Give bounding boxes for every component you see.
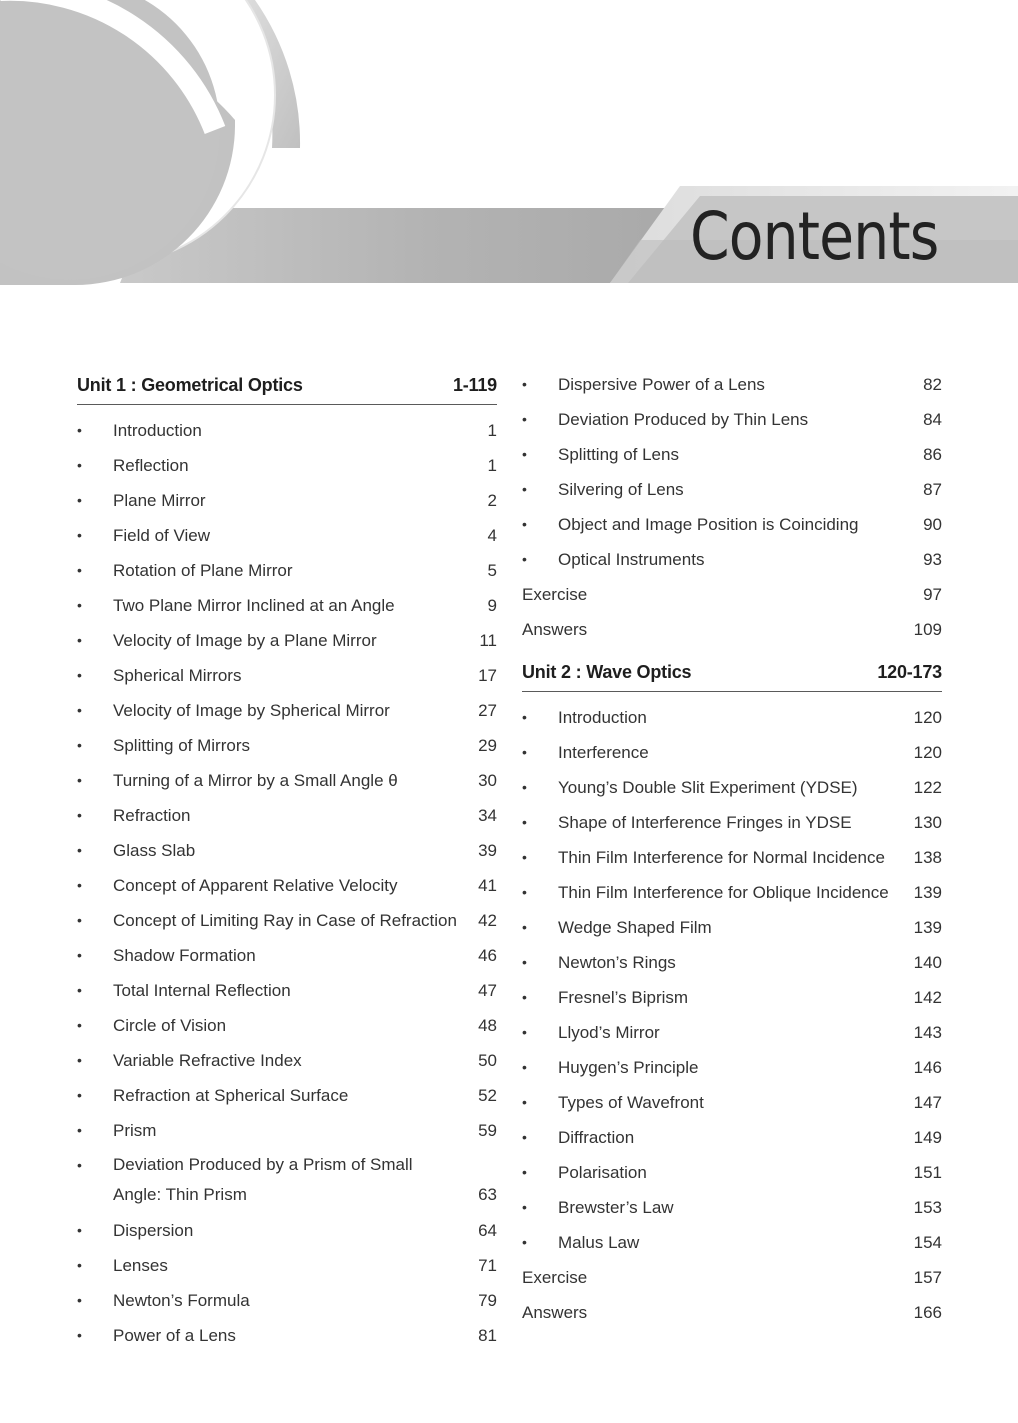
toc-entry: [522, 735, 942, 770]
toc-entry: [522, 1225, 942, 1260]
toc-entry-label: Splitting of Lens: [558, 445, 679, 464]
toc-entry: [77, 658, 497, 693]
toc-entry-label: Brewster’s Law: [558, 1198, 674, 1217]
bullet-icon: •: [522, 744, 527, 760]
toc-entry-label: Deviation Produced by Thin Lens: [558, 410, 809, 429]
toc-entry-page: 2: [487, 491, 497, 510]
toc-entry: [77, 868, 497, 903]
bullet-icon: •: [522, 481, 527, 497]
toc-entry: [77, 728, 497, 763]
toc-entry-label: Variable Refractive Index: [113, 1051, 302, 1070]
toc-entry-page: 5: [487, 561, 497, 580]
toc-entry: [77, 903, 497, 938]
toc-entry-page: 63: [478, 1185, 497, 1204]
toc-entry-label: Huygen’s Principle: [558, 1058, 699, 1077]
toc-entry-page: 30: [478, 771, 497, 790]
toc-entry-page: 140: [913, 953, 942, 972]
toc-entry-label: Types of Wavefront: [558, 1093, 704, 1112]
toc-entry-page: 46: [478, 946, 497, 965]
toc-entry-label: Concept of Apparent Relative Velocity: [113, 876, 398, 895]
toc-entry-page: 147: [913, 1093, 942, 1112]
toc-entry: [522, 1085, 942, 1120]
toc-entry: [77, 483, 497, 518]
toc-entry: [77, 938, 497, 973]
bullet-icon: •: [522, 884, 527, 900]
toc-entry-page: 59: [478, 1121, 497, 1140]
toc-entry-page: 52: [478, 1086, 497, 1105]
bullet-icon: •: [77, 492, 82, 508]
toc-entry: [522, 1190, 942, 1225]
bullet-icon: •: [77, 1327, 82, 1343]
toc-entry: [522, 612, 942, 647]
toc-entry-page: 93: [923, 550, 942, 569]
bullet-icon: •: [522, 1234, 527, 1250]
toc-entry-label: Refraction: [113, 806, 191, 825]
bullet-icon: •: [522, 954, 527, 970]
toc-entry-label: Prism: [113, 1121, 157, 1140]
toc-entry-page: 27: [478, 701, 497, 720]
bullet-icon: •: [522, 1199, 527, 1215]
toc-entry-page: 87: [923, 480, 942, 499]
bullet-icon: •: [77, 1087, 82, 1103]
toc-entry-label: Velocity of Image by Spherical Mirror: [113, 701, 390, 720]
toc-entry: [522, 577, 942, 612]
toc-entry-label: Circle of Vision: [113, 1016, 227, 1035]
toc-entry: [77, 518, 497, 553]
bullet-icon: •: [77, 807, 82, 823]
bullet-icon: •: [77, 667, 82, 683]
bullet-icon: •: [77, 422, 82, 438]
toc-entry-label: Optical Instruments: [558, 550, 705, 569]
toc-entry: [522, 910, 942, 945]
toc-entry-label: Malus Law: [558, 1233, 640, 1252]
bullet-icon: •: [77, 737, 82, 753]
toc-entry-page: 1: [487, 456, 497, 475]
bullet-icon: •: [522, 411, 527, 427]
toc-entry: [522, 472, 942, 507]
toc-entry-page: 48: [478, 1016, 497, 1035]
toc-entry-label: Diffraction: [558, 1128, 635, 1147]
toc-entry: [522, 402, 942, 437]
bullet-icon: •: [77, 1257, 82, 1273]
toc-entry-label: Field of View: [113, 526, 211, 545]
toc-entry: [522, 1155, 942, 1190]
bullet-icon: •: [77, 912, 82, 928]
bullet-icon: •: [522, 989, 527, 1005]
toc-entry: [77, 1148, 497, 1213]
toc-entry: [77, 553, 497, 588]
toc-entry: [522, 875, 942, 910]
toc-entry-label: Glass Slab: [113, 841, 196, 860]
bullet-icon: •: [522, 1094, 527, 1110]
toc-entry-label: Velocity of Image by a Plane Mirror: [113, 631, 377, 650]
toc-entry-page: 154: [913, 1233, 942, 1252]
toc-entry-label: Answers: [522, 1303, 588, 1322]
toc-entry-label: Introduction: [558, 708, 647, 727]
toc-entry: [522, 507, 942, 542]
page-title: Contents: [690, 198, 939, 275]
toc-entry: [522, 945, 942, 980]
toc-entry-page: 139: [913, 883, 942, 902]
unit-title: Unit 2 : Wave Optics: [522, 661, 692, 682]
bullet-icon: •: [77, 1157, 82, 1173]
toc-entry-label: Splitting of Mirrors: [113, 736, 250, 755]
toc-entry-page: 146: [913, 1058, 942, 1077]
toc-entry: [77, 1283, 497, 1318]
toc-entry-page: 42: [478, 911, 497, 930]
toc-entry: [77, 973, 497, 1008]
toc-entry: [77, 763, 497, 798]
toc-entry-label: Answers: [522, 620, 588, 639]
toc-entry-page: 86: [923, 445, 942, 464]
toc-entry: [522, 980, 942, 1015]
toc-entry-page: 64: [478, 1221, 497, 1240]
bullet-icon: •: [77, 1222, 82, 1238]
bullet-icon: •: [522, 1164, 527, 1180]
toc-entry: [522, 840, 942, 875]
bullet-icon: •: [77, 982, 82, 998]
toc-entry-label: Llyod’s Mirror: [558, 1023, 660, 1042]
toc-entry-label: Dispersive Power of a Lens: [558, 375, 765, 394]
bullet-icon: •: [522, 376, 527, 392]
toc-entry: [77, 448, 497, 483]
toc-entry-page: 34: [478, 806, 497, 825]
toc-entry-page: 29: [478, 736, 497, 755]
toc-entry-page: 122: [913, 778, 942, 797]
toc-entry-label: Wedge Shaped Film: [558, 918, 712, 937]
toc-entry-label: Newton’s Formula: [113, 1291, 250, 1310]
toc-entry-label: Lenses: [113, 1256, 168, 1275]
toc-entry-page: 139: [913, 918, 942, 937]
toc-entry-page: 143: [913, 1023, 942, 1042]
bullet-icon: •: [522, 709, 527, 725]
bullet-icon: •: [77, 527, 82, 543]
toc-entry-label: Reflection: [113, 456, 189, 475]
toc-entry: [522, 805, 942, 840]
bullet-icon: •: [522, 1129, 527, 1145]
toc-entry-label: Power of a Lens: [113, 1326, 236, 1345]
toc-entry-label: Object and Image Position is Coinciding: [558, 515, 859, 534]
bullet-icon: •: [77, 457, 82, 473]
toc-entry-page: 138: [913, 848, 942, 867]
bullet-icon: •: [77, 772, 82, 788]
toc-entry: [77, 798, 497, 833]
toc-entry-page: 79: [478, 1291, 497, 1310]
toc-entry-page: 82: [923, 375, 942, 394]
toc-entry-label: Refraction at Spherical Surface: [113, 1086, 349, 1105]
toc-entry-page: 130: [913, 813, 942, 832]
toc-entry: [77, 588, 497, 623]
toc-entry-page: 120: [913, 743, 942, 762]
bullet-icon: •: [522, 446, 527, 462]
toc-entry-label: Spherical Mirrors: [113, 666, 242, 685]
toc-entry: [522, 770, 942, 805]
bullet-icon: •: [522, 551, 527, 567]
toc-entry: [522, 1295, 942, 1330]
bullet-icon: •: [522, 814, 527, 830]
bullet-icon: •: [77, 632, 82, 648]
toc-entry-label: Introduction: [113, 421, 202, 440]
unit-page-range: 120-173: [877, 661, 942, 682]
unit-title: Unit 1 : Geometrical Optics: [77, 374, 303, 395]
toc-entry: [522, 1120, 942, 1155]
toc-entry: [77, 1318, 497, 1353]
toc-column-right: [522, 367, 942, 1330]
toc-entry-page: 4: [487, 526, 497, 545]
toc-entry-label: Plane Mirror: [113, 491, 206, 510]
toc-entry: [522, 1260, 942, 1295]
toc-entry-label: Dispersion: [113, 1221, 194, 1240]
toc-entry: [77, 693, 497, 728]
toc-entry-label: Thin Film Interference for Normal Incidence: [558, 848, 885, 867]
toc-entry-page: 166: [913, 1303, 942, 1322]
toc-entry-label: Rotation of Plane Mirror: [113, 561, 293, 580]
bullet-icon: •: [77, 947, 82, 963]
toc-entry-page: 151: [913, 1163, 942, 1182]
toc-entry: [522, 1050, 942, 1085]
toc-entry-page: 84: [923, 410, 942, 429]
toc-entry-label: Fresnel’s Biprism: [558, 988, 689, 1007]
toc-entry-page: 17: [478, 666, 497, 685]
unit-page-range: 1-119: [452, 374, 497, 395]
toc-entry-page: 47: [478, 981, 497, 1000]
toc-column-left: [77, 366, 497, 1353]
toc-entry-page: 9: [487, 596, 497, 615]
bullet-icon: •: [522, 1024, 527, 1040]
toc-entry: [77, 1008, 497, 1043]
toc-entry: [77, 1113, 497, 1148]
toc-entry-page: 81: [478, 1326, 497, 1345]
bullet-icon: •: [522, 919, 527, 935]
toc-entry: [522, 367, 942, 402]
toc-entry-page: 39: [478, 841, 497, 860]
toc-entry: [77, 1213, 497, 1248]
toc-entry-page: 109: [913, 620, 942, 639]
toc-entry: [522, 1015, 942, 1050]
toc-entry-label: Turning of a Mirror by a Small Angle θ: [113, 771, 398, 790]
toc-entry: [77, 1043, 497, 1078]
bullet-icon: •: [77, 877, 82, 893]
toc-entry-page: 120: [913, 708, 942, 727]
unit-heading: [77, 366, 497, 405]
bullet-icon: •: [77, 702, 82, 718]
toc-entry-label: Thin Film Interference for Oblique Incidence: [558, 883, 889, 902]
toc-entry-label: Exercise: [522, 1268, 588, 1287]
toc-entry-page: 71: [478, 1256, 497, 1275]
toc-entry: [77, 413, 497, 448]
toc-entry-label: Interference: [558, 743, 649, 762]
toc-entry-label: Shape of Interference Fringes in YDSE: [558, 813, 852, 832]
toc-entry: [522, 437, 942, 472]
bullet-icon: •: [77, 1122, 82, 1138]
toc-entry-label: Young’s Double Slit Experiment (YDSE): [558, 778, 858, 797]
toc-entry: [77, 623, 497, 658]
bullet-icon: •: [77, 562, 82, 578]
unit-heading: [522, 653, 942, 692]
toc-entry-page: 11: [479, 631, 497, 650]
toc-entry-label: Total Internal Reflection: [113, 981, 291, 1000]
toc-entry-label: Newton’s Rings: [558, 953, 676, 972]
toc-entry: [77, 833, 497, 868]
toc-entry-page: 153: [913, 1198, 942, 1217]
toc-entry-page: 1: [487, 421, 497, 440]
toc-entry-label: Silvering of Lens: [558, 480, 684, 499]
toc-entry: [77, 1078, 497, 1113]
bullet-icon: •: [522, 779, 527, 795]
bullet-icon: •: [77, 1017, 82, 1033]
toc-entry-page: 142: [913, 988, 942, 1007]
toc-entry-label: Exercise: [522, 585, 588, 604]
toc-entry: [522, 700, 942, 735]
toc-entry-label: Concept of Limiting Ray in Case of Refraction: [113, 911, 457, 930]
bullet-icon: •: [77, 597, 82, 613]
toc-entry-page: 149: [913, 1128, 942, 1147]
bullet-icon: •: [522, 849, 527, 865]
bullet-icon: •: [522, 1059, 527, 1075]
toc-entry-label: Shadow Formation: [113, 946, 256, 965]
toc-entry-page: 90: [923, 515, 942, 534]
bullet-icon: •: [522, 516, 527, 532]
toc-entry-page: 97: [923, 585, 942, 604]
toc-entry-page: 157: [913, 1268, 942, 1287]
toc-entry: [522, 542, 942, 577]
bullet-icon: •: [77, 842, 82, 858]
toc-entry-label: Deviation Produced by a Prism of Small Angle: Thin Prism: [113, 1155, 413, 1204]
bullet-icon: •: [77, 1292, 82, 1308]
toc-entry-page: 41: [478, 876, 497, 895]
bullet-icon: •: [77, 1052, 82, 1068]
toc-entry-label: Polarisation: [558, 1163, 647, 1182]
toc-entry-page: 50: [478, 1051, 497, 1070]
toc-entry: [77, 1248, 497, 1283]
toc-entry-label: Two Plane Mirror Inclined at an Angle: [113, 596, 395, 615]
